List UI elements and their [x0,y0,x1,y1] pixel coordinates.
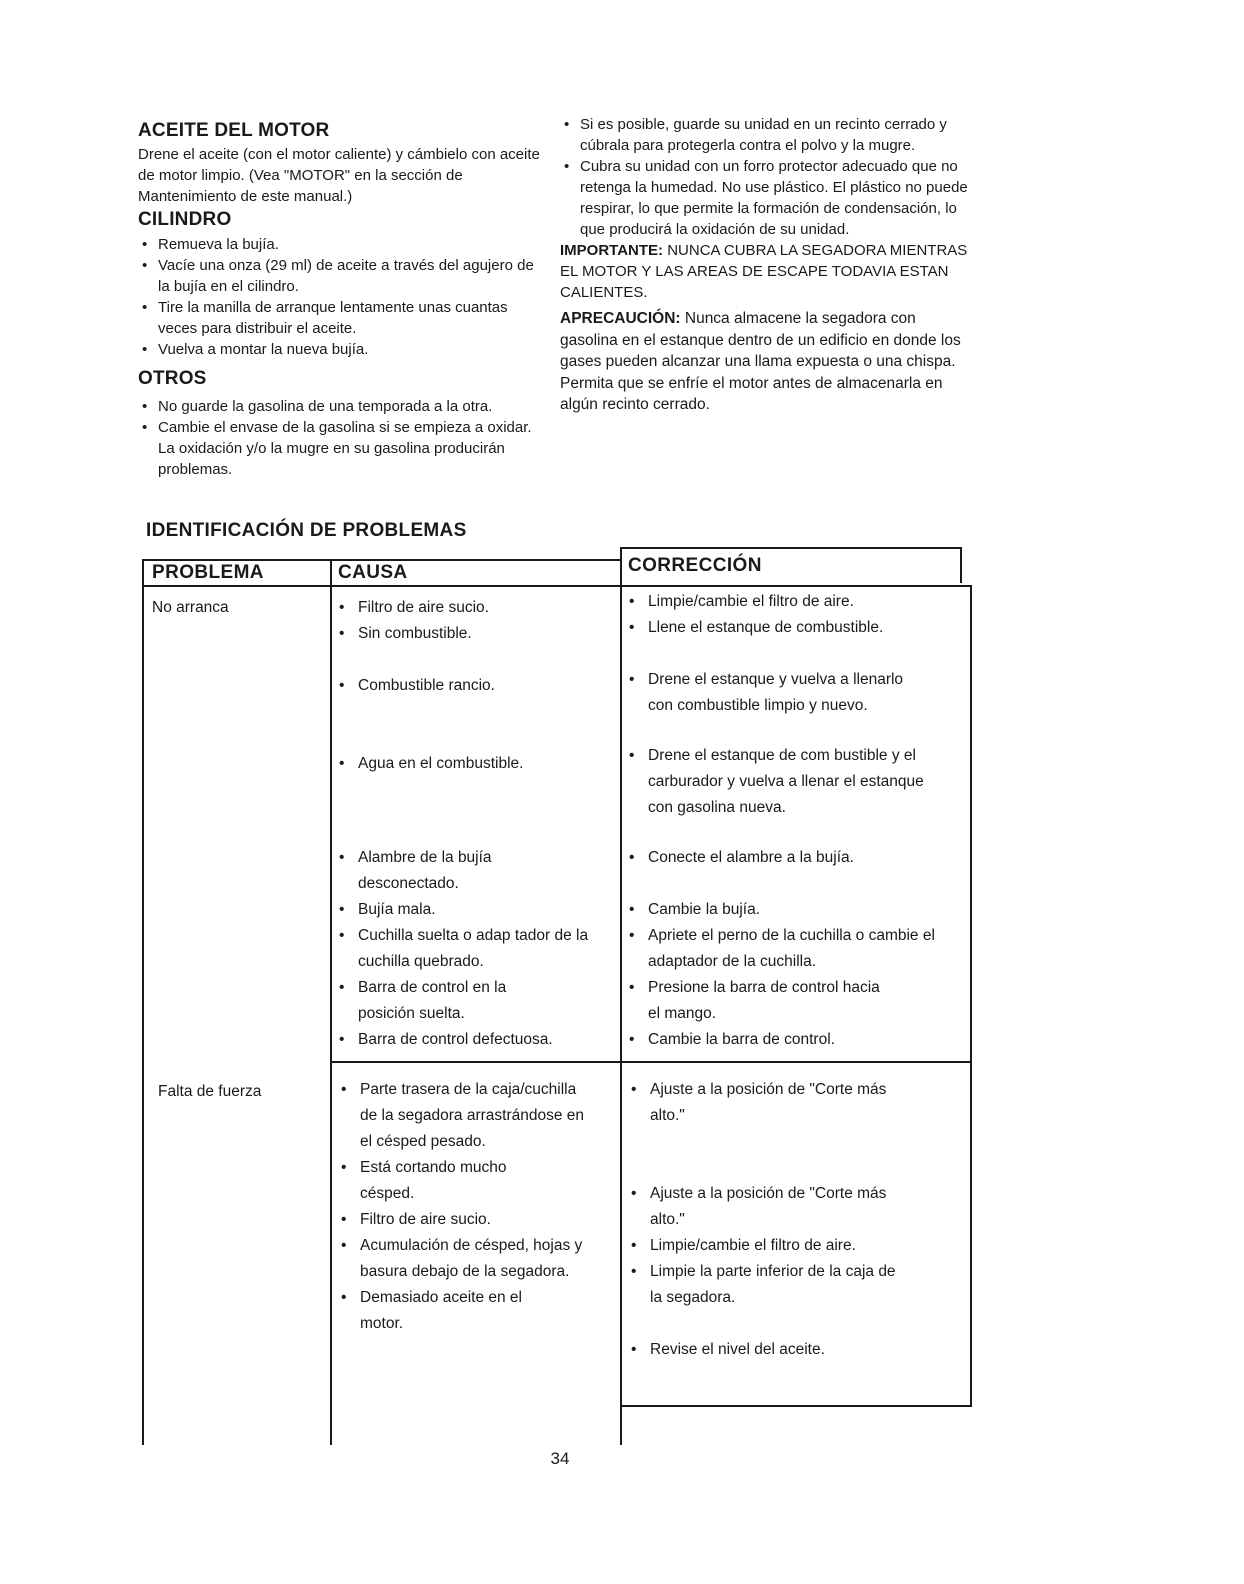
corrections-falta-de-fuerza [628,1077,908,1129]
troubleshooting-table [142,547,972,1445]
cause-item: • Demasiado aceite en el motor. [338,1285,560,1337]
list-item: • Tire la manilla de arranque lentamente unas cuantas veces para distribuir el aceite. [138,297,548,339]
cause-item: • Parte trasera de la caja/cuchilla de la segadora arrastrándose en el césped pesado. [338,1077,588,1155]
aceite-heading: ACEITE DEL MOTOR [138,120,330,141]
table-border-header-right [960,547,962,583]
list-item: • Si es posible, guarde su unidad en un recinto cerrado y cúbrala para protegerla contra el polvo y la mugre. [560,114,970,156]
cilindro-heading: CILINDRO [138,209,232,230]
importante-text: NUNCA CUBRA LA SEGADORA MIENTRAS EL MOTOR Y LAS AREAS DE ESCAPE TODAVIA ESTAN CALIENTES. [560,242,968,301]
table-border-right [970,587,972,1407]
cause-item: • Combustible rancio. [336,673,611,699]
correction-item: • Drene el estanque y vuelva a llenarlo con combustible limpio y nuevo. [626,667,906,719]
cause-group [336,751,611,777]
list-item: • Cubra su unidad con un forro protector adecuado que no retenga la humedad. No use plástico. El plástico no puede respirar, lo que permite la formación de condensación, lo que producirá la oxidación de su unidad. [560,156,970,240]
importante-note [560,240,970,303]
header-correccion: CORRECCIÓN [628,555,762,576]
table-border-left [142,559,144,1445]
cause-item: • Filtro de aire sucio. [338,1207,588,1233]
header-problema: PROBLEMA [152,562,264,583]
correction-item: • Cambie la bujía. [626,897,966,923]
cilindro-list [138,234,548,360]
precaucion-note [560,308,970,416]
page-number: 34 [550,1449,570,1468]
correction-item: • Ajuste a la posición de "Corte más alto." [628,1181,900,1233]
problem-falta-de-fuerza: Falta de fuerza [158,1083,262,1100]
list-item: • Vacíe una onza (29 ml) de aceite a través del agujero de la bujía en el cilindro. [138,255,548,297]
correction-item: • Drene el estanque de com bustible y el carburador y vuelva a llenar el estanque con gasolina nueva. [626,743,926,821]
storage-list [560,114,970,240]
correction-item: • Apriete el perno de la cuchilla o cambie el adaptador de la cuchilla. [626,923,966,975]
correction-group [626,743,926,821]
column-divider-2 [620,547,622,1445]
correction-item: • Limpie/cambie el filtro de aire. [626,589,966,615]
correction-item: • Conecte el alambre a la bujía. [626,845,966,871]
column-divider-1 [330,559,332,1445]
cause-item: • Filtro de aire sucio. [336,595,611,621]
correction-group [626,845,966,1053]
otros-heading: OTROS [138,368,207,389]
aceite-body: Drene el aceite (con el motor caliente) y cámbielo con aceite de motor limpio. (Vea "MOTOR" en la sección de Mantenimiento de este manual.) [138,146,540,205]
cause-item: • Acumulación de césped, hojas y basura debajo de la segadora. [338,1233,588,1285]
correction-group [626,667,906,719]
list-item: • Vuelva a montar la nueva bujía. [138,339,548,360]
cause-item: • Agua en el combustible. [336,751,611,777]
table-border-top-left [142,559,620,561]
cause-item: • Bujía mala. [336,897,616,923]
correction-item: • Limpie la parte inferior de la caja de la segadora. [628,1259,910,1311]
correction-item: • Llene el estanque de combustible. [626,615,966,641]
causes-falta-de-fuerza [338,1077,588,1337]
table-border-bottom-right [620,1405,972,1407]
cause-item: • Barra de control defectuosa. [336,1027,616,1053]
correction-item: • Cambie la barra de control. [626,1027,966,1053]
cause-group [336,673,611,699]
correction-group [628,1181,958,1363]
left-column [138,120,548,480]
importante-label: IMPORTANTE: [560,242,664,259]
cause-item: • Está cortando mucho césped. [338,1155,560,1207]
cause-item: • Cuchilla suelta o adap tador de la cuchilla quebrado. [336,923,616,975]
corrections-no-arranca [626,589,966,641]
right-column [560,114,970,416]
causes-no-arranca [336,595,611,647]
cause-group [336,845,616,1053]
correction-item: • Ajuste a la posición de "Corte más alto." [628,1077,908,1129]
correction-item: • Revise el nivel del aceite. [628,1337,958,1363]
list-item: • Remueva la bujía. [138,234,548,255]
cause-item: • Sin combustible. [336,621,611,647]
precaucion-label: APRECAUCIÓN: [560,310,681,327]
list-item: • Cambie el envase de la gasolina si se empieza a oxidar. La oxidación y/o la mugre en su gasolina producirán problemas. [138,417,548,480]
table-header-rule [142,585,972,587]
troubleshooting-heading: IDENTIFICACIÓN DE PROBLEMAS [146,520,467,541]
correction-item: • Presione la barra de control hacia el mango. [626,975,888,1027]
correction-item: • Limpie/cambie el filtro de aire. [628,1233,958,1259]
row-divider [332,1061,972,1063]
otros-list [138,396,548,480]
cause-item: • Barra de control en la posición suelta. [336,975,548,1027]
cause-item: • Alambre de la bujía desconectado. [336,845,508,897]
problem-no-arranca: No arranca [152,599,229,616]
precaucion-text: Nunca almacene la segadora con gasolina en el estanque dentro de un edificio en donde los gases pueden alcanzar una llama expuesta o una chispa. Permita que se enfríe el motor antes de almacenarla en algún recinto cerrado. [560,310,961,413]
list-item: • No guarde la gasolina de una temporada a la otra. [138,396,548,417]
table-border-top-right [620,547,962,549]
header-causa: CAUSA [338,562,408,583]
